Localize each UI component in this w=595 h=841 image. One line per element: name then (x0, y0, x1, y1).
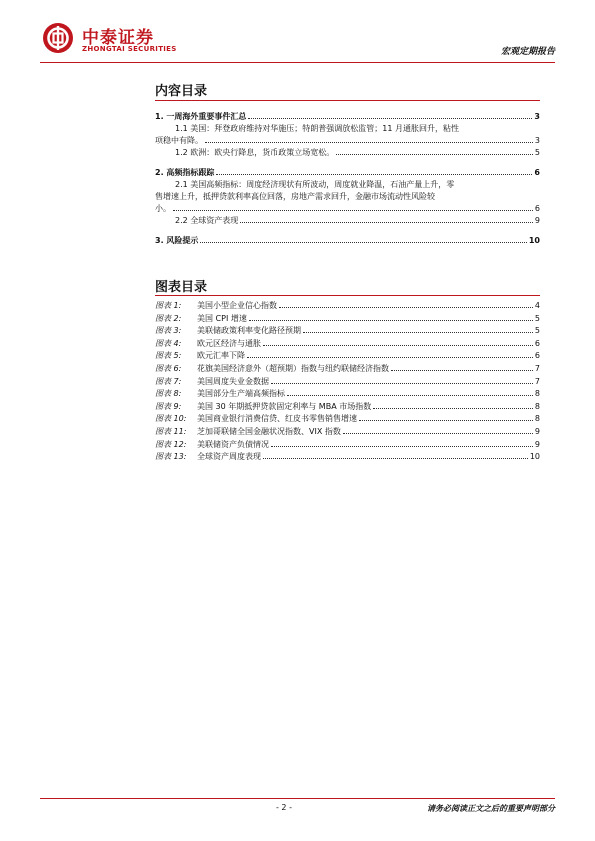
toc-entry[interactable] (155, 147, 540, 159)
footer-divider (40, 798, 555, 799)
toc-entry-label: 1. 一周海外重要事件汇总 (155, 112, 247, 121)
figure-entry[interactable] (155, 413, 540, 426)
toc-entry-last-line (155, 203, 540, 215)
dot-leader (271, 446, 533, 447)
figure-caption: 美联储政策利率变化路径预期 (197, 326, 301, 336)
toc-entry[interactable] (155, 123, 540, 147)
figure-caption: 美国 30 年期抵押贷款固定利率与 MBA 市场指数 (197, 401, 372, 411)
figure-number: 图表 12: (155, 439, 187, 449)
figure-page: 10 (529, 452, 540, 462)
figure-number: 图表 8: (155, 389, 182, 399)
logo-chinese-name: 中泰证券 (82, 28, 154, 48)
toc-entry-label: 1.2 欧洲：欧央行降息，货币政策立场宽松。 (175, 148, 335, 157)
figure-caption: 花旗美国经济意外（超预期）指数与纽约联储经济指数 (197, 363, 389, 373)
figure-entry[interactable] (155, 313, 540, 326)
figure-caption: 芝加哥联储全国金融状况指数、VIX 指数 (197, 426, 341, 436)
figure-caption: 全球资产周度表现 (197, 452, 261, 462)
figure-page: 6 (534, 351, 540, 361)
report-type-label: 宏观定期报告 (500, 47, 555, 57)
logo-english-name: ZHONGTAI SECURITIES (82, 45, 177, 53)
dot-leader (279, 307, 533, 308)
dot-leader (391, 370, 533, 371)
toc-entry-label: 3. 风险提示 (155, 236, 199, 245)
figure-number: 图表 13: (155, 452, 187, 462)
table-of-contents (155, 108, 540, 247)
toc-entry[interactable] (155, 179, 540, 215)
dot-leader (336, 154, 533, 155)
toc-entry[interactable] (155, 235, 540, 247)
figure-number: 图表 2: (155, 313, 182, 323)
figure-page: 8 (534, 401, 540, 411)
toc-entry-last-line (155, 135, 540, 147)
dot-leader (249, 320, 533, 321)
toc-title-divider (155, 100, 540, 101)
toc-entry[interactable] (155, 111, 540, 123)
figure-entry[interactable] (155, 350, 540, 363)
figure-caption: 美国周度失业金数据 (197, 376, 269, 386)
figure-entry[interactable] (155, 388, 540, 401)
figure-page: 8 (534, 414, 540, 424)
figure-number: 图表 5: (155, 351, 182, 361)
toc-entry-page: 3 (534, 136, 540, 145)
dot-leader (248, 118, 532, 119)
list-of-figures (155, 300, 540, 464)
toc-entry-label-line: 售增速上升，抵押贷款利率高位回落，房地产需求回升，金融市场流动性风险较 (155, 192, 435, 201)
figure-number: 图表 11: (155, 426, 187, 436)
toc-entry-page: 6 (534, 204, 540, 213)
figure-entry[interactable] (155, 363, 540, 376)
figure-number: 图表 4: (155, 338, 182, 348)
toc-entry-label-line: 2.1 美国高频指标：周度经济现状有所波动，周度就业降温，石油产量上升，零 (175, 180, 455, 189)
toc-title: 内容目录 (155, 84, 208, 99)
header-divider (40, 62, 555, 63)
dot-leader (359, 420, 533, 421)
dot-leader (287, 395, 533, 396)
dot-leader (205, 142, 533, 143)
dot-leader (247, 357, 533, 358)
figure-number: 图表 9: (155, 401, 182, 411)
dot-leader (303, 332, 533, 333)
figure-entry[interactable] (155, 376, 540, 389)
figure-caption: 美国部分生产端高频指标 (197, 389, 285, 399)
figures-title-divider (155, 295, 540, 296)
toc-entry-page: 10 (528, 236, 540, 245)
dot-leader (173, 210, 533, 211)
toc-entry-label: 2.2 全球资产表现 (175, 216, 239, 225)
figure-page: 9 (534, 426, 540, 436)
footer-disclaimer: 请务必阅读正文之后的重要声明部分 (427, 804, 555, 813)
figure-number: 图表 1: (155, 301, 182, 310)
figure-number: 图表 6: (155, 363, 182, 373)
figure-page: 9 (534, 439, 540, 449)
figure-page: 6 (534, 338, 540, 348)
figure-caption: 欧元汇率下降 (197, 351, 245, 361)
page-number: - 2 - (276, 803, 292, 812)
figure-number: 图表 7: (155, 376, 182, 386)
dot-leader (216, 174, 532, 175)
toc-entry-page: 9 (534, 216, 540, 225)
figure-caption: 美国小型企业信心指数 (197, 301, 277, 310)
figure-page: 7 (534, 376, 540, 386)
figure-entry[interactable] (155, 325, 540, 338)
figure-page: 5 (534, 313, 540, 323)
figure-entry[interactable] (155, 401, 540, 414)
dot-leader (343, 433, 533, 434)
dot-leader (200, 242, 526, 243)
toc-entry-page: 5 (534, 148, 540, 157)
toc-entry-page: 6 (534, 168, 540, 177)
page-header (0, 0, 595, 70)
figures-title: 图表目录 (155, 280, 208, 295)
toc-entry-label-line: 1.1 美国：拜登政府维持对华施压；特朗普强调放松监管；11 月通胀回升，粘性 (175, 124, 459, 133)
toc-entry[interactable] (155, 167, 540, 179)
figure-caption: 欧元区经济与通胀 (197, 338, 261, 348)
figure-page: 5 (534, 326, 540, 336)
figure-entry[interactable] (155, 451, 540, 464)
figure-caption: 美联储资产负债情况 (197, 439, 269, 449)
figure-entry[interactable] (155, 426, 540, 439)
toc-entry-label-line: 小。 (155, 204, 171, 213)
figure-number: 图表 3: (155, 326, 182, 336)
figure-page: 8 (534, 389, 540, 399)
figure-number: 图表 10: (155, 414, 187, 424)
figure-page: 4 (534, 301, 540, 310)
figure-entry[interactable] (155, 338, 540, 351)
toc-entry-page: 3 (534, 112, 540, 121)
dot-leader (263, 458, 528, 459)
figure-entry[interactable] (155, 439, 540, 452)
dot-leader (271, 383, 533, 384)
dot-leader (263, 345, 533, 346)
toc-entry[interactable] (155, 215, 540, 227)
figure-caption: 美国 CPI 增速 (197, 313, 247, 323)
figure-caption: 美国商业银行消费信贷、红皮书零售销售增速 (197, 414, 357, 424)
dot-leader (240, 222, 533, 223)
zhongtai-logo-icon (42, 22, 74, 54)
toc-entry-label: 2. 高频指标跟踪 (155, 168, 215, 177)
toc-entry-label-line: 项稳中有降。 (155, 136, 203, 145)
figure-entry[interactable] (155, 300, 540, 313)
figure-page: 7 (534, 363, 540, 373)
dot-leader (373, 408, 533, 409)
